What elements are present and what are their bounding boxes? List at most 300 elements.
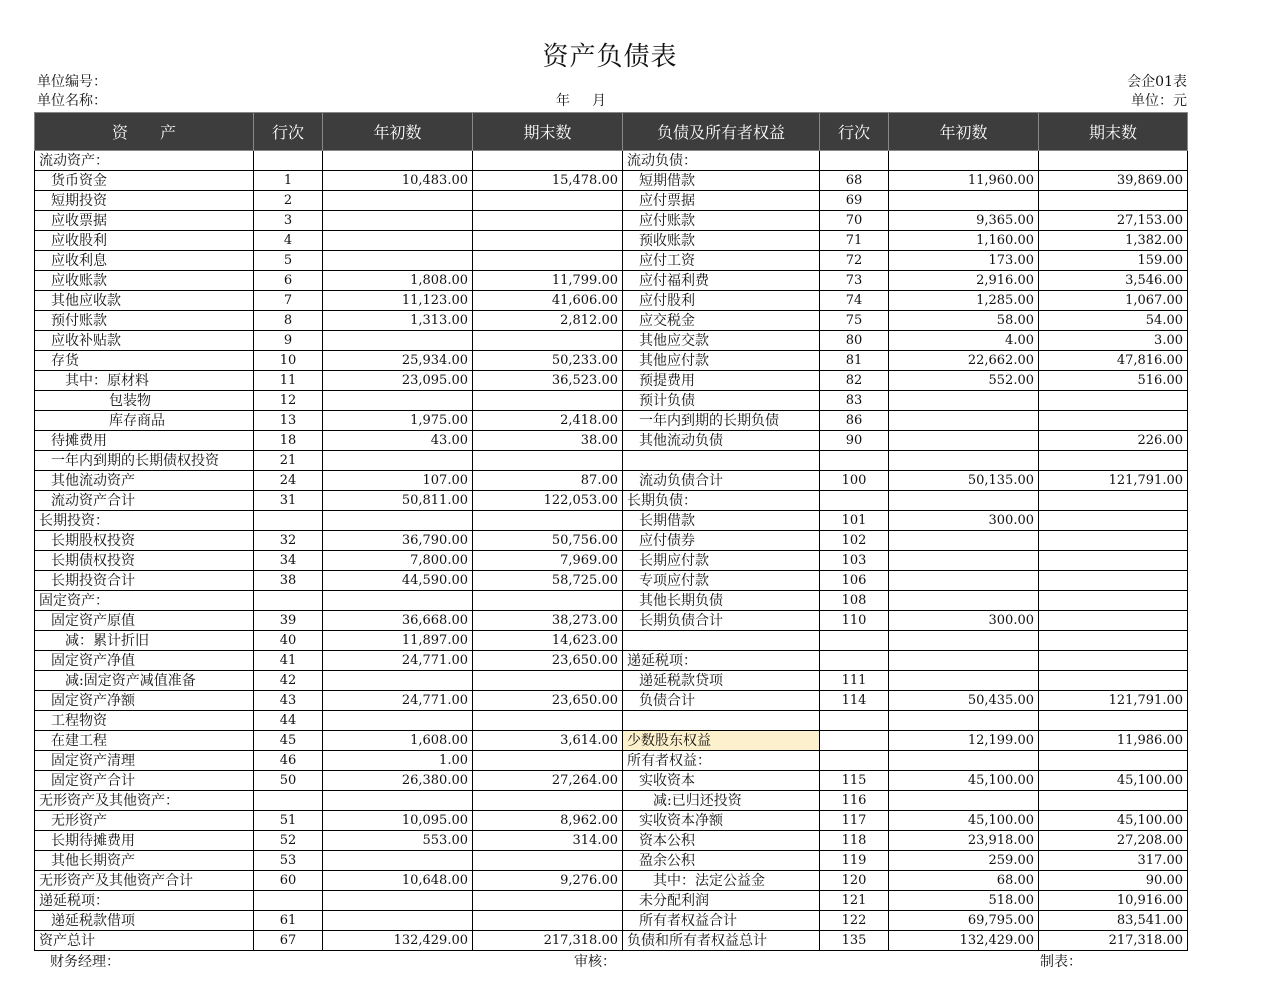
asset-name: 无形资产及其他资产：	[35, 791, 254, 811]
asset-beginning-value	[323, 791, 473, 811]
asset-name: 长期待摊费用	[35, 831, 254, 851]
preparer-label: 制表：	[1040, 954, 1082, 970]
liability-ending-value	[1039, 451, 1188, 471]
asset-name: 包装物	[35, 391, 254, 411]
liability-line-no	[820, 491, 889, 511]
table-row	[35, 271, 1188, 291]
liability-beginning-value	[889, 651, 1039, 671]
liability-beginning-value: 173.00	[889, 251, 1039, 271]
liability-beginning-value: 1,160.00	[889, 231, 1039, 251]
liability-ending-value	[1039, 511, 1188, 531]
liability-line-no	[820, 711, 889, 731]
header-assets: 资 产	[35, 113, 254, 151]
liability-line-no	[820, 731, 889, 751]
asset-beginning-value: 24,771.00	[323, 691, 473, 711]
liability-line-no: 81	[820, 351, 889, 371]
liability-line-no: 71	[820, 231, 889, 251]
table-row	[35, 651, 1188, 671]
liability-name: 其中：法定公益金	[623, 871, 820, 891]
asset-beginning-value: 11,897.00	[323, 631, 473, 651]
asset-name: 固定资产净额	[35, 691, 254, 711]
asset-beginning-value	[323, 251, 473, 271]
liability-name: 其他应付款	[623, 351, 820, 371]
liability-name: 实收资本	[623, 771, 820, 791]
liability-line-no: 119	[820, 851, 889, 871]
asset-name: 减:固定资产减值准备	[35, 671, 254, 691]
liability-name: 其他流动负债	[623, 431, 820, 451]
table-row	[35, 351, 1188, 371]
asset-line-no: 60	[254, 871, 323, 891]
liability-beginning-value: 50,435.00	[889, 691, 1039, 711]
liability-beginning-value: 22,662.00	[889, 351, 1039, 371]
header-ending-right: 期末数	[1039, 113, 1188, 151]
header-beginning: 年初数	[323, 113, 473, 151]
liability-beginning-value: 1,285.00	[889, 291, 1039, 311]
table-row	[35, 691, 1188, 711]
table-row	[35, 171, 1188, 191]
asset-line-no: 50	[254, 771, 323, 791]
liability-name: 应付股利	[623, 291, 820, 311]
liability-ending-value	[1039, 651, 1188, 671]
asset-ending-value	[473, 591, 623, 611]
liability-ending-value: 90.00	[1039, 871, 1188, 891]
table-row	[35, 291, 1188, 311]
asset-line-no: 39	[254, 611, 323, 631]
asset-beginning-value: 553.00	[323, 831, 473, 851]
table-header-row	[35, 113, 1188, 151]
asset-name: 固定资产清理	[35, 751, 254, 771]
asset-name: 长期债权投资	[35, 551, 254, 571]
liability-beginning-value: 45,100.00	[889, 811, 1039, 831]
asset-beginning-value	[323, 511, 473, 531]
asset-beginning-value	[323, 911, 473, 931]
asset-ending-value	[473, 251, 623, 271]
liability-name: 预提费用	[623, 371, 820, 391]
liability-ending-value: 317.00	[1039, 851, 1188, 871]
liability-name: 未分配利润	[623, 891, 820, 911]
asset-beginning-value: 36,668.00	[323, 611, 473, 631]
liability-name: 应付票据	[623, 191, 820, 211]
asset-line-no: 44	[254, 711, 323, 731]
table-row	[35, 611, 1188, 631]
liability-line-no: 103	[820, 551, 889, 571]
asset-name: 固定资产：	[35, 591, 254, 611]
asset-beginning-value: 1,313.00	[323, 311, 473, 331]
table-row	[35, 851, 1188, 871]
asset-line-no: 41	[254, 651, 323, 671]
asset-name: 一年内到期的长期债权投资	[35, 451, 254, 471]
asset-name: 其他应收款	[35, 291, 254, 311]
asset-name: 货币资金	[35, 171, 254, 191]
liability-line-no: 83	[820, 391, 889, 411]
asset-name: 无形资产	[35, 811, 254, 831]
liability-name: 长期负债：	[623, 491, 820, 511]
liability-line-no: 122	[820, 911, 889, 931]
asset-line-no: 2	[254, 191, 323, 211]
asset-name: 固定资产净值	[35, 651, 254, 671]
liability-name: 递延税项：	[623, 651, 820, 671]
asset-beginning-value	[323, 391, 473, 411]
asset-line-no: 61	[254, 911, 323, 931]
liability-name: 所有者权益：	[623, 751, 820, 771]
table-row	[35, 411, 1188, 431]
liability-beginning-value	[889, 591, 1039, 611]
asset-ending-value	[473, 211, 623, 231]
liability-ending-value: 39,869.00	[1039, 171, 1188, 191]
liability-ending-value	[1039, 491, 1188, 511]
liability-beginning-value: 68.00	[889, 871, 1039, 891]
table-row	[35, 931, 1188, 951]
liability-line-no: 102	[820, 531, 889, 551]
liability-name: 其他长期负债	[623, 591, 820, 611]
liability-line-no: 101	[820, 511, 889, 531]
liability-ending-value: 27,208.00	[1039, 831, 1188, 851]
liability-line-no: 75	[820, 311, 889, 331]
asset-line-no: 52	[254, 831, 323, 851]
asset-line-no: 32	[254, 531, 323, 551]
liability-beginning-value	[889, 531, 1039, 551]
asset-ending-value	[473, 791, 623, 811]
liability-ending-value	[1039, 391, 1188, 411]
liability-name: 负债合计	[623, 691, 820, 711]
asset-line-no: 11	[254, 371, 323, 391]
liability-beginning-value	[889, 151, 1039, 171]
liability-beginning-value	[889, 411, 1039, 431]
asset-ending-value: 2,418.00	[473, 411, 623, 431]
asset-name: 应收账款	[35, 271, 254, 291]
asset-ending-value: 38,273.00	[473, 611, 623, 631]
asset-line-no: 42	[254, 671, 323, 691]
liability-beginning-value	[889, 711, 1039, 731]
asset-line-no: 46	[254, 751, 323, 771]
liability-name: 一年内到期的长期负债	[623, 411, 820, 431]
asset-name: 工程物资	[35, 711, 254, 731]
asset-name: 减：累计折旧	[35, 631, 254, 651]
table-row	[35, 151, 1188, 171]
asset-name: 应收补贴款	[35, 331, 254, 351]
liability-beginning-value: 2,916.00	[889, 271, 1039, 291]
year-label: 年	[556, 93, 570, 109]
liability-ending-value	[1039, 611, 1188, 631]
asset-name: 递延税项：	[35, 891, 254, 911]
asset-beginning-value	[323, 231, 473, 251]
asset-beginning-value: 36,790.00	[323, 531, 473, 551]
asset-beginning-value: 132,429.00	[323, 931, 473, 951]
liability-line-no: 111	[820, 671, 889, 691]
liability-name: 预收账款	[623, 231, 820, 251]
liability-line-no	[820, 631, 889, 651]
liability-beginning-value: 58.00	[889, 311, 1039, 331]
liability-line-no: 100	[820, 471, 889, 491]
asset-ending-value: 11,799.00	[473, 271, 623, 291]
asset-name: 固定资产合计	[35, 771, 254, 791]
liability-beginning-value: 4.00	[889, 331, 1039, 351]
header-line-no: 行次	[254, 113, 323, 151]
asset-line-no: 34	[254, 551, 323, 571]
asset-beginning-value: 11,123.00	[323, 291, 473, 311]
liability-beginning-value	[889, 491, 1039, 511]
table-row	[35, 571, 1188, 591]
asset-name: 其他长期资产	[35, 851, 254, 871]
asset-beginning-value: 107.00	[323, 471, 473, 491]
asset-ending-value	[473, 331, 623, 351]
asset-beginning-value: 1,608.00	[323, 731, 473, 751]
asset-beginning-value: 1,808.00	[323, 271, 473, 291]
liability-beginning-value	[889, 551, 1039, 571]
liability-beginning-value	[889, 191, 1039, 211]
liability-ending-value: 516.00	[1039, 371, 1188, 391]
table-row	[35, 311, 1188, 331]
liability-line-no: 74	[820, 291, 889, 311]
asset-ending-value: 7,969.00	[473, 551, 623, 571]
asset-beginning-value	[323, 711, 473, 731]
liability-name: 负债和所有者权益总计	[623, 931, 820, 951]
table-row	[35, 451, 1188, 471]
liability-ending-value	[1039, 791, 1188, 811]
asset-line-no: 31	[254, 491, 323, 511]
liability-line-no: 114	[820, 691, 889, 711]
asset-ending-value: 217,318.00	[473, 931, 623, 951]
liability-line-no: 116	[820, 791, 889, 811]
asset-beginning-value	[323, 451, 473, 471]
asset-ending-value	[473, 511, 623, 531]
liability-line-no: 120	[820, 871, 889, 891]
liability-beginning-value	[889, 571, 1039, 591]
liability-line-no: 70	[820, 211, 889, 231]
asset-name: 其他流动资产	[35, 471, 254, 491]
table-row	[35, 771, 1188, 791]
liability-line-no	[820, 151, 889, 171]
liability-beginning-value: 300.00	[889, 611, 1039, 631]
liability-line-no: 68	[820, 171, 889, 191]
table-row	[35, 331, 1188, 351]
asset-line-no: 10	[254, 351, 323, 371]
page-title: 资产负债表	[542, 42, 678, 72]
month-label: 月	[592, 93, 606, 109]
table-row	[35, 491, 1188, 511]
liability-line-no: 121	[820, 891, 889, 911]
asset-line-no: 8	[254, 311, 323, 331]
asset-line-no: 7	[254, 291, 323, 311]
liability-beginning-value: 132,429.00	[889, 931, 1039, 951]
asset-name: 固定资产原值	[35, 611, 254, 631]
liability-beginning-value	[889, 631, 1039, 651]
asset-ending-value: 314.00	[473, 831, 623, 851]
asset-name: 递延税款借项	[35, 911, 254, 931]
liability-name: 其他应交款	[623, 331, 820, 351]
asset-ending-value: 8,962.00	[473, 811, 623, 831]
asset-beginning-value: 43.00	[323, 431, 473, 451]
asset-name: 应收股利	[35, 231, 254, 251]
asset-beginning-value	[323, 591, 473, 611]
asset-name: 存货	[35, 351, 254, 371]
liability-line-no: 108	[820, 591, 889, 611]
liability-line-no: 135	[820, 931, 889, 951]
table-row	[35, 371, 1188, 391]
liability-beginning-value: 518.00	[889, 891, 1039, 911]
liability-ending-value: 83,541.00	[1039, 911, 1188, 931]
asset-ending-value: 2,812.00	[473, 311, 623, 331]
asset-line-no: 5	[254, 251, 323, 271]
asset-name: 应收利息	[35, 251, 254, 271]
asset-beginning-value	[323, 891, 473, 911]
liability-line-no	[820, 751, 889, 771]
asset-name: 资产总计	[35, 931, 254, 951]
liability-ending-value	[1039, 671, 1188, 691]
liability-ending-value: 45,100.00	[1039, 771, 1188, 791]
liability-line-no: 110	[820, 611, 889, 631]
liability-ending-value: 121,791.00	[1039, 471, 1188, 491]
liability-beginning-value	[889, 751, 1039, 771]
liability-line-no: 115	[820, 771, 889, 791]
liability-ending-value	[1039, 711, 1188, 731]
asset-line-no: 3	[254, 211, 323, 231]
asset-line-no: 9	[254, 331, 323, 351]
asset-line-no: 53	[254, 851, 323, 871]
table-row	[35, 531, 1188, 551]
asset-ending-value: 9,276.00	[473, 871, 623, 891]
asset-ending-value: 58,725.00	[473, 571, 623, 591]
liability-name: 流动负债合计	[623, 471, 820, 491]
asset-ending-value: 38.00	[473, 431, 623, 451]
liability-beginning-value: 12,199.00	[889, 731, 1039, 751]
asset-line-no	[254, 511, 323, 531]
asset-line-no	[254, 151, 323, 171]
asset-ending-value	[473, 391, 623, 411]
liability-name: 应付账款	[623, 211, 820, 231]
liability-ending-value	[1039, 531, 1188, 551]
finance-manager-label: 财务经理：	[50, 954, 120, 970]
unit-code-label: 单位编号：	[37, 74, 107, 90]
liability-name: 长期应付款	[623, 551, 820, 571]
liability-name: 资本公积	[623, 831, 820, 851]
asset-line-no: 13	[254, 411, 323, 431]
asset-ending-value: 15,478.00	[473, 171, 623, 191]
liability-ending-value: 1,067.00	[1039, 291, 1188, 311]
asset-beginning-value: 10,483.00	[323, 171, 473, 191]
asset-beginning-value: 25,934.00	[323, 351, 473, 371]
liability-ending-value: 45,100.00	[1039, 811, 1188, 831]
asset-ending-value	[473, 711, 623, 731]
liability-line-no: 118	[820, 831, 889, 851]
liability-name: 长期借款	[623, 511, 820, 531]
asset-beginning-value: 7,800.00	[323, 551, 473, 571]
liability-name: 减:已归还投资	[623, 791, 820, 811]
liability-ending-value: 159.00	[1039, 251, 1188, 271]
form-number: 会企01表	[1127, 74, 1187, 90]
liability-line-no: 90	[820, 431, 889, 451]
liability-name: 少数股东权益	[623, 731, 820, 751]
asset-line-no	[254, 791, 323, 811]
table-row	[35, 811, 1188, 831]
asset-ending-value: 41,606.00	[473, 291, 623, 311]
asset-beginning-value: 44,590.00	[323, 571, 473, 591]
liability-name: 短期借款	[623, 171, 820, 191]
liability-name: 盈余公积	[623, 851, 820, 871]
asset-line-no: 51	[254, 811, 323, 831]
asset-beginning-value: 1.00	[323, 751, 473, 771]
liability-ending-value: 47,816.00	[1039, 351, 1188, 371]
liability-ending-value	[1039, 191, 1188, 211]
liability-beginning-value	[889, 391, 1039, 411]
liability-ending-value: 11,986.00	[1039, 731, 1188, 751]
liability-beginning-value: 259.00	[889, 851, 1039, 871]
liability-line-no: 73	[820, 271, 889, 291]
liability-beginning-value	[889, 451, 1039, 471]
liability-ending-value: 27,153.00	[1039, 211, 1188, 231]
liability-ending-value: 3,546.00	[1039, 271, 1188, 291]
asset-name: 流动资产：	[35, 151, 254, 171]
asset-name: 应收票据	[35, 211, 254, 231]
table-row	[35, 551, 1188, 571]
asset-beginning-value	[323, 851, 473, 871]
asset-beginning-value	[323, 671, 473, 691]
balance-sheet-table	[34, 112, 1188, 951]
asset-ending-value	[473, 451, 623, 471]
liability-beginning-value	[889, 431, 1039, 451]
asset-beginning-value	[323, 331, 473, 351]
liability-line-no: 69	[820, 191, 889, 211]
table-row	[35, 211, 1188, 231]
table-row	[35, 891, 1188, 911]
liability-name	[623, 451, 820, 471]
asset-beginning-value: 1,975.00	[323, 411, 473, 431]
liability-ending-value: 226.00	[1039, 431, 1188, 451]
asset-name: 长期投资合计	[35, 571, 254, 591]
table-row	[35, 671, 1188, 691]
table-row	[35, 191, 1188, 211]
header-liabilities-equity: 负债及所有者权益	[623, 113, 820, 151]
asset-line-no: 21	[254, 451, 323, 471]
liability-ending-value: 217,318.00	[1039, 931, 1188, 951]
liability-ending-value: 54.00	[1039, 311, 1188, 331]
table-row	[35, 751, 1188, 771]
asset-line-no	[254, 891, 323, 911]
table-row	[35, 631, 1188, 651]
liability-line-no: 72	[820, 251, 889, 271]
asset-name: 待摊费用	[35, 431, 254, 451]
liability-line-no	[820, 651, 889, 671]
currency-unit: 单位：元	[1131, 93, 1187, 109]
table-row	[35, 871, 1188, 891]
asset-line-no: 40	[254, 631, 323, 651]
asset-line-no: 6	[254, 271, 323, 291]
liability-name: 实收资本净额	[623, 811, 820, 831]
asset-ending-value	[473, 151, 623, 171]
liability-ending-value: 10,916.00	[1039, 891, 1188, 911]
header-ending: 期末数	[473, 113, 623, 151]
table-row	[35, 711, 1188, 731]
liability-name: 流动负债：	[623, 151, 820, 171]
table-row	[35, 511, 1188, 531]
liability-ending-value	[1039, 151, 1188, 171]
asset-name: 在建工程	[35, 731, 254, 751]
liability-beginning-value	[889, 791, 1039, 811]
asset-line-no	[254, 591, 323, 611]
liability-ending-value	[1039, 551, 1188, 571]
asset-name: 预付账款	[35, 311, 254, 331]
asset-beginning-value: 23,095.00	[323, 371, 473, 391]
asset-ending-value: 27,264.00	[473, 771, 623, 791]
asset-line-no: 67	[254, 931, 323, 951]
liability-ending-value: 3.00	[1039, 331, 1188, 351]
asset-ending-value: 50,756.00	[473, 531, 623, 551]
asset-beginning-value: 24,771.00	[323, 651, 473, 671]
asset-line-no: 38	[254, 571, 323, 591]
asset-ending-value	[473, 751, 623, 771]
liability-ending-value	[1039, 571, 1188, 591]
liability-line-no: 106	[820, 571, 889, 591]
